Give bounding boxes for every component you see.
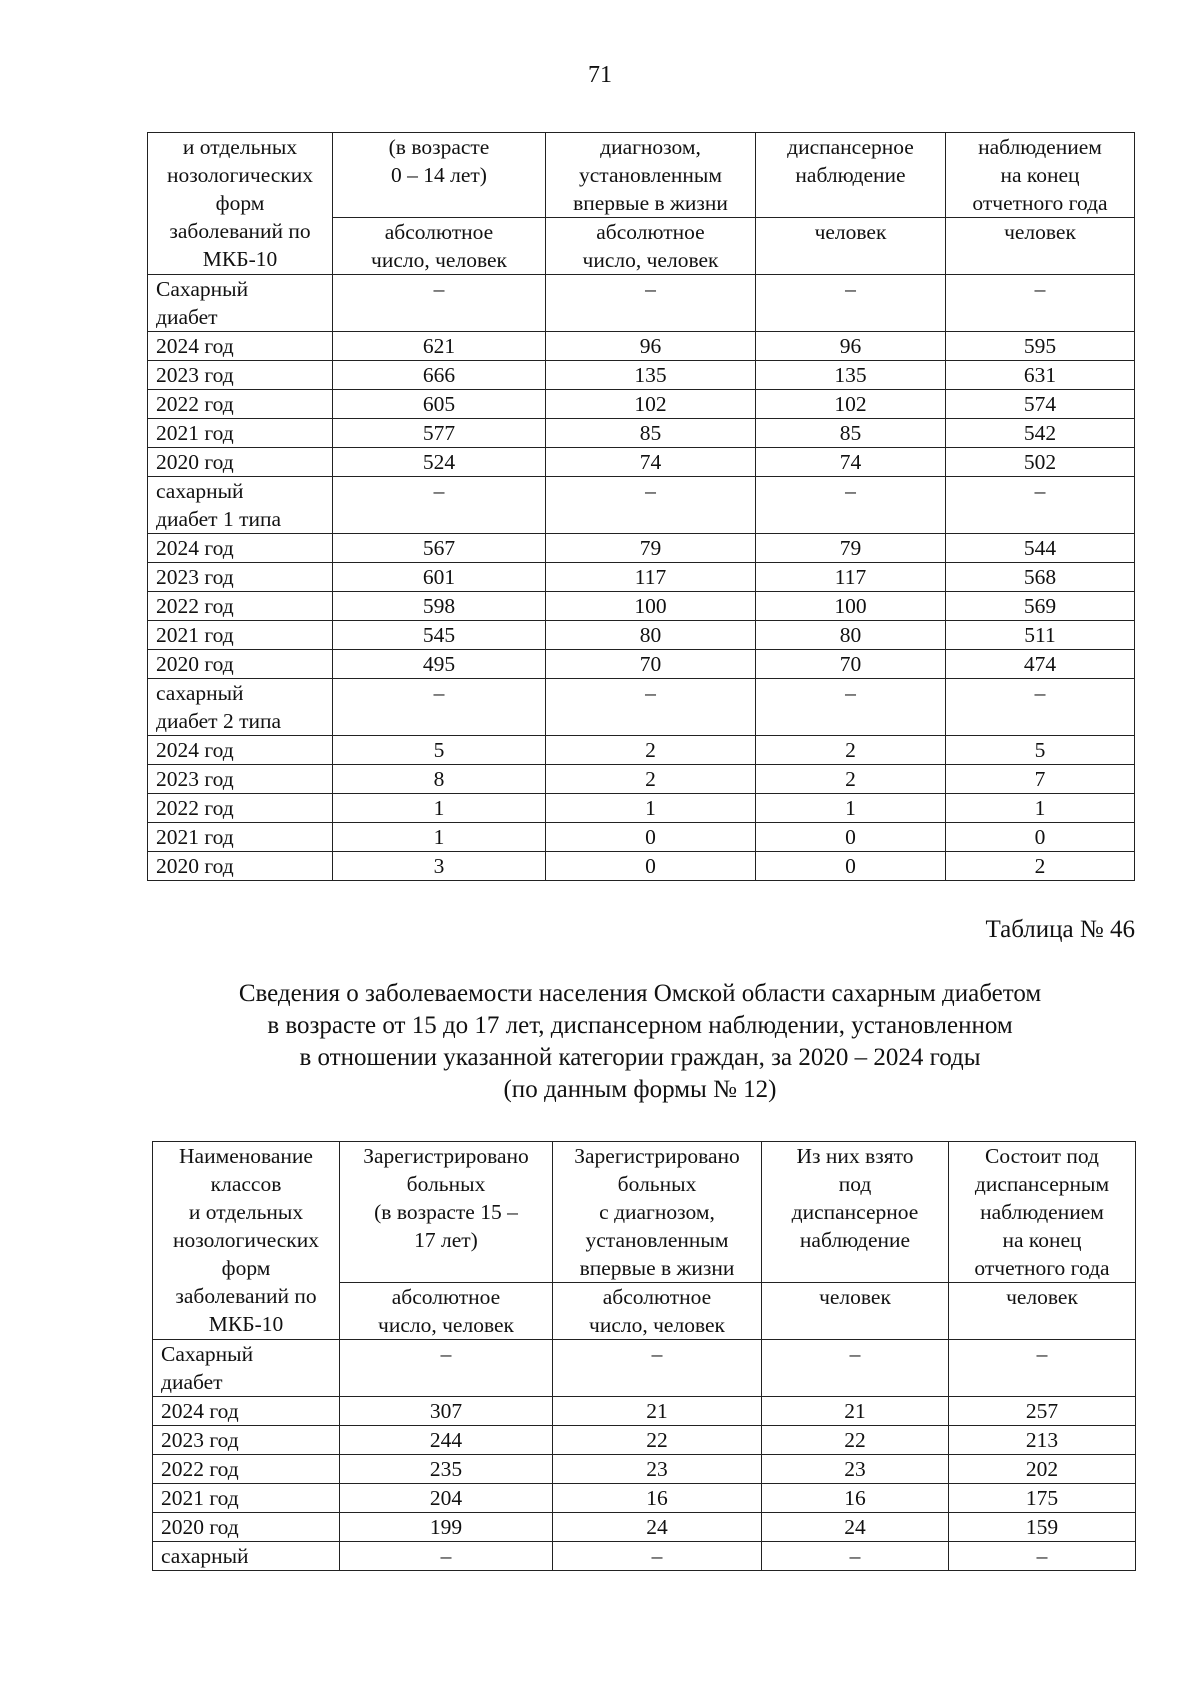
value-cell: 666 — [333, 361, 546, 390]
value-cell: 22 — [553, 1426, 762, 1455]
value-cell: 22 — [762, 1426, 949, 1455]
value-cell: 204 — [340, 1484, 553, 1513]
dash-cell: – — [333, 679, 546, 736]
year-cell: 2023 год — [148, 765, 333, 794]
unit-line: абсолютное — [384, 220, 494, 244]
dash-cell: – — [946, 679, 1135, 736]
header-line: (в возрасте — [388, 135, 490, 159]
value-cell: 135 — [546, 361, 756, 390]
header-line: МКБ-10 — [202, 247, 278, 271]
dash-cell: – — [546, 477, 756, 534]
header-line: классов — [210, 1172, 282, 1196]
group-row — [148, 679, 1135, 736]
year-cell: 2021 год — [153, 1484, 340, 1513]
dash-cell: – — [340, 1340, 553, 1397]
unit-line: число, человек — [378, 1313, 514, 1337]
group-name — [148, 477, 333, 534]
table-row — [148, 650, 1135, 679]
value-cell: 605 — [333, 390, 546, 419]
unit-line: человек — [1004, 220, 1076, 244]
table-row — [153, 1426, 1136, 1455]
value-cell: 1 — [756, 794, 946, 823]
diabetes-table-0-14 — [147, 132, 1135, 881]
group-row — [148, 477, 1135, 534]
value-cell: 524 — [333, 448, 546, 477]
value-cell: 569 — [946, 592, 1135, 621]
header-cell-col3 — [546, 133, 756, 218]
header-line: и отдельных — [182, 135, 298, 159]
group-name-line: диабет — [156, 305, 218, 329]
value-cell: 117 — [756, 563, 946, 592]
header-line: Наименование — [179, 1144, 313, 1168]
header-line: (в возрасте 15 – — [374, 1200, 518, 1224]
unit-line: абсолютное — [602, 1285, 712, 1309]
header-line: отчетного года — [972, 191, 1108, 215]
table-row — [153, 1513, 1136, 1542]
value-cell: 495 — [333, 650, 546, 679]
group-name-line: диабет 1 типа — [156, 507, 282, 531]
dash-cell: – — [756, 477, 946, 534]
value-cell: 0 — [756, 852, 946, 881]
value-cell: 1 — [546, 794, 756, 823]
header-line: наблюдение — [795, 163, 906, 187]
value-cell: 1 — [333, 823, 546, 852]
dash-cell: – — [553, 1542, 762, 1571]
dash-cell: – — [340, 1542, 553, 1571]
table-row — [153, 1397, 1136, 1426]
header-line: 0 – 14 лет) — [391, 163, 487, 187]
header-cell-col5 — [946, 133, 1135, 218]
header-cell-col4 — [762, 1142, 949, 1283]
table-title — [100, 978, 1180, 1106]
value-cell: 257 — [949, 1397, 1136, 1426]
value-cell: 474 — [946, 650, 1135, 679]
group-row — [153, 1340, 1136, 1397]
header-line: больных — [406, 1172, 486, 1196]
unit-line: число, человек — [589, 1313, 725, 1337]
dash-cell: – — [949, 1340, 1136, 1397]
value-cell: 70 — [756, 650, 946, 679]
dash-cell: – — [756, 679, 946, 736]
title-line: в отношении указанной категории граждан, за 2020 – 2024 годы — [299, 1044, 981, 1071]
table-row — [148, 852, 1135, 881]
value-cell: 74 — [756, 448, 946, 477]
unit-line: число, человек — [371, 248, 507, 272]
value-cell: 601 — [333, 563, 546, 592]
table-row — [148, 736, 1135, 765]
value-cell: 85 — [546, 419, 756, 448]
dash-cell: – — [553, 1340, 762, 1397]
header-line: Состоит под — [985, 1144, 1099, 1168]
unit-cell — [946, 218, 1135, 275]
unit-cell — [553, 1283, 762, 1340]
value-cell: 24 — [762, 1513, 949, 1542]
table-row — [148, 621, 1135, 650]
dash-cell: – — [756, 275, 946, 332]
year-cell: 2024 год — [148, 736, 333, 765]
unit-line: человек — [1006, 1285, 1078, 1309]
year-cell: 2023 год — [148, 361, 333, 390]
value-cell: 135 — [756, 361, 946, 390]
header-line: с диагнозом, — [599, 1200, 715, 1224]
value-cell: 502 — [946, 448, 1135, 477]
unit-cell — [949, 1283, 1136, 1340]
value-cell: 16 — [762, 1484, 949, 1513]
header-line: под — [838, 1172, 872, 1196]
value-cell: 199 — [340, 1513, 553, 1542]
header-line: 17 лет) — [414, 1228, 478, 1252]
group-name-line: сахарный — [156, 479, 244, 503]
title-line: в возрасте от 15 до 17 лет, диспансерном наблюдении, установленном — [267, 1012, 1013, 1039]
value-cell: 0 — [756, 823, 946, 852]
value-cell: 102 — [756, 390, 946, 419]
unit-line: абсолютное — [391, 1285, 501, 1309]
value-cell: 0 — [546, 852, 756, 881]
value-cell: 16 — [553, 1484, 762, 1513]
unit-cell — [340, 1283, 553, 1340]
unit-cell — [762, 1283, 949, 1340]
value-cell: 567 — [333, 534, 546, 563]
dash-cell: – — [333, 275, 546, 332]
unit-line: человек — [814, 220, 887, 244]
header-row — [148, 133, 1135, 218]
table-row — [153, 1484, 1136, 1513]
value-cell: 70 — [546, 650, 756, 679]
header-cell-col4 — [756, 133, 946, 218]
year-cell: 2021 год — [148, 823, 333, 852]
header-cell-col5 — [949, 1142, 1136, 1283]
table-row — [148, 823, 1135, 852]
year-cell: 2023 год — [153, 1426, 340, 1455]
header-line: наблюдением — [980, 1200, 1104, 1224]
year-cell: 2021 год — [148, 621, 333, 650]
unit-cell — [756, 218, 946, 275]
year-cell: 2020 год — [148, 852, 333, 881]
value-cell: 545 — [333, 621, 546, 650]
header-line: отчетного года — [974, 1256, 1110, 1280]
header-line: Зарегистрировано — [574, 1144, 740, 1168]
header-cell-name — [153, 1142, 340, 1340]
table-row — [153, 1542, 1136, 1571]
dash-cell: – — [333, 477, 546, 534]
group-name-line: Сахарный — [156, 277, 249, 301]
value-cell: 8 — [333, 765, 546, 794]
value-cell: 74 — [546, 448, 756, 477]
header-cell-col3 — [553, 1142, 762, 1283]
group-name — [148, 679, 333, 736]
header-cell-name — [148, 133, 333, 275]
value-cell: 568 — [946, 563, 1135, 592]
value-cell: 574 — [946, 390, 1135, 419]
table-row — [148, 332, 1135, 361]
group-name: сахарный — [153, 1542, 340, 1571]
year-cell: 2020 год — [148, 650, 333, 679]
value-cell: 2 — [546, 736, 756, 765]
header-cell-col2 — [333, 133, 546, 218]
value-cell: 2 — [756, 736, 946, 765]
value-cell: 7 — [946, 765, 1135, 794]
table-row — [148, 419, 1135, 448]
unit-cell — [546, 218, 756, 275]
value-cell: 5 — [946, 736, 1135, 765]
table-row — [148, 765, 1135, 794]
value-cell: 631 — [946, 361, 1135, 390]
value-cell: 544 — [946, 534, 1135, 563]
value-cell: 85 — [756, 419, 946, 448]
group-name-line: сахарный — [156, 681, 244, 705]
unit-line: абсолютное — [596, 220, 705, 244]
header-line: установленным — [585, 1228, 729, 1252]
value-cell: 79 — [546, 534, 756, 563]
value-cell: 23 — [553, 1455, 762, 1484]
year-cell: 2020 год — [148, 448, 333, 477]
value-cell: 595 — [946, 332, 1135, 361]
group-name-line: диабет 2 типа — [156, 709, 282, 733]
value-cell: 96 — [546, 332, 756, 361]
value-cell: 100 — [756, 592, 946, 621]
table-row — [148, 592, 1135, 621]
value-cell: 0 — [546, 823, 756, 852]
header-line: Из них взято — [796, 1144, 914, 1168]
header-line: диспансерное — [787, 135, 914, 159]
header-line: диагнозом, — [600, 135, 701, 159]
value-cell: 202 — [949, 1455, 1136, 1484]
value-cell: 621 — [333, 332, 546, 361]
year-cell: 2024 год — [153, 1397, 340, 1426]
value-cell: 1 — [946, 794, 1135, 823]
value-cell: 96 — [756, 332, 946, 361]
unit-line: человек — [819, 1285, 891, 1309]
value-cell: 244 — [340, 1426, 553, 1455]
diabetes-table-15-17 — [152, 1141, 1136, 1571]
value-cell: 80 — [546, 621, 756, 650]
value-cell: 307 — [340, 1397, 553, 1426]
header-line: форм — [221, 1256, 271, 1280]
year-cell: 2022 год — [148, 794, 333, 823]
header-line: установленным — [579, 163, 722, 187]
dash-cell: – — [546, 679, 756, 736]
header-line: форм — [215, 191, 265, 215]
unit-line: число, человек — [582, 248, 719, 272]
value-cell: 175 — [949, 1484, 1136, 1513]
header-line: заболеваний по — [175, 1284, 317, 1308]
table-row — [153, 1455, 1136, 1484]
group-name-line: диабет — [161, 1370, 223, 1394]
header-line: и отдельных — [188, 1200, 304, 1224]
value-cell: 79 — [756, 534, 946, 563]
header-line: заболеваний по — [169, 219, 311, 243]
value-cell: 511 — [946, 621, 1135, 650]
header-cell-col2 — [340, 1142, 553, 1283]
year-cell: 2024 год — [148, 332, 333, 361]
value-cell: 2 — [546, 765, 756, 794]
value-cell: 24 — [553, 1513, 762, 1542]
table-row — [148, 794, 1135, 823]
value-cell: 23 — [762, 1455, 949, 1484]
value-cell: 159 — [949, 1513, 1136, 1542]
value-cell: 117 — [546, 563, 756, 592]
dash-cell: – — [946, 477, 1135, 534]
value-cell: 2 — [756, 765, 946, 794]
header-line: на конец — [1000, 163, 1080, 187]
header-line: впервые в жизни — [579, 1256, 735, 1280]
value-cell: 21 — [762, 1397, 949, 1426]
header-line: больных — [617, 1172, 697, 1196]
value-cell: 542 — [946, 419, 1135, 448]
header-line: нозологических — [172, 1228, 320, 1252]
table-row — [148, 534, 1135, 563]
header-line: диспансерным — [974, 1172, 1110, 1196]
header-line: диспансерное — [791, 1200, 919, 1224]
value-cell: 3 — [333, 852, 546, 881]
table-body — [153, 1142, 1136, 1571]
dash-cell: – — [762, 1340, 949, 1397]
value-cell: 0 — [946, 823, 1135, 852]
dash-cell: – — [762, 1542, 949, 1571]
header-line: наблюдением — [978, 135, 1102, 159]
value-cell: 21 — [553, 1397, 762, 1426]
value-cell: 598 — [333, 592, 546, 621]
value-cell: 100 — [546, 592, 756, 621]
value-cell: 80 — [756, 621, 946, 650]
dash-cell: – — [949, 1542, 1136, 1571]
dash-cell: – — [546, 275, 756, 332]
table-number: Таблица № 46 — [985, 916, 1135, 943]
year-cell: 2023 год — [148, 563, 333, 592]
year-cell: 2022 год — [148, 390, 333, 419]
title-line: (по данным формы № 12) — [503, 1076, 777, 1103]
year-cell: 2022 год — [153, 1455, 340, 1484]
page-number: 71 — [588, 62, 612, 88]
table-body — [148, 133, 1135, 881]
table-row — [148, 563, 1135, 592]
title-line: Сведения о заболеваемости населения Омской области сахарным диабетом — [238, 980, 1042, 1007]
header-line: впервые в жизни — [573, 191, 728, 215]
group-name — [153, 1340, 340, 1397]
table-row — [148, 361, 1135, 390]
year-cell: 2020 год — [153, 1513, 340, 1542]
year-cell: 2022 год — [148, 592, 333, 621]
value-cell: 235 — [340, 1455, 553, 1484]
value-cell: 5 — [333, 736, 546, 765]
header-line: Зарегистрировано — [363, 1144, 529, 1168]
dash-cell: – — [946, 275, 1135, 332]
header-line: на конец — [1002, 1228, 1082, 1252]
value-cell: 102 — [546, 390, 756, 419]
group-row — [148, 275, 1135, 332]
value-cell: 1 — [333, 794, 546, 823]
group-name-line: Сахарный — [161, 1342, 254, 1366]
header-row — [153, 1142, 1136, 1283]
group-name — [148, 275, 333, 332]
year-cell: 2024 год — [148, 534, 333, 563]
table-row — [148, 448, 1135, 477]
year-cell: 2021 год — [148, 419, 333, 448]
table-row — [148, 390, 1135, 419]
value-cell: 577 — [333, 419, 546, 448]
header-line: МКБ-10 — [208, 1312, 284, 1336]
header-line: нозологических — [166, 163, 314, 187]
unit-cell — [333, 218, 546, 275]
value-cell: 2 — [946, 852, 1135, 881]
header-line: наблюдение — [799, 1228, 911, 1252]
value-cell: 213 — [949, 1426, 1136, 1455]
